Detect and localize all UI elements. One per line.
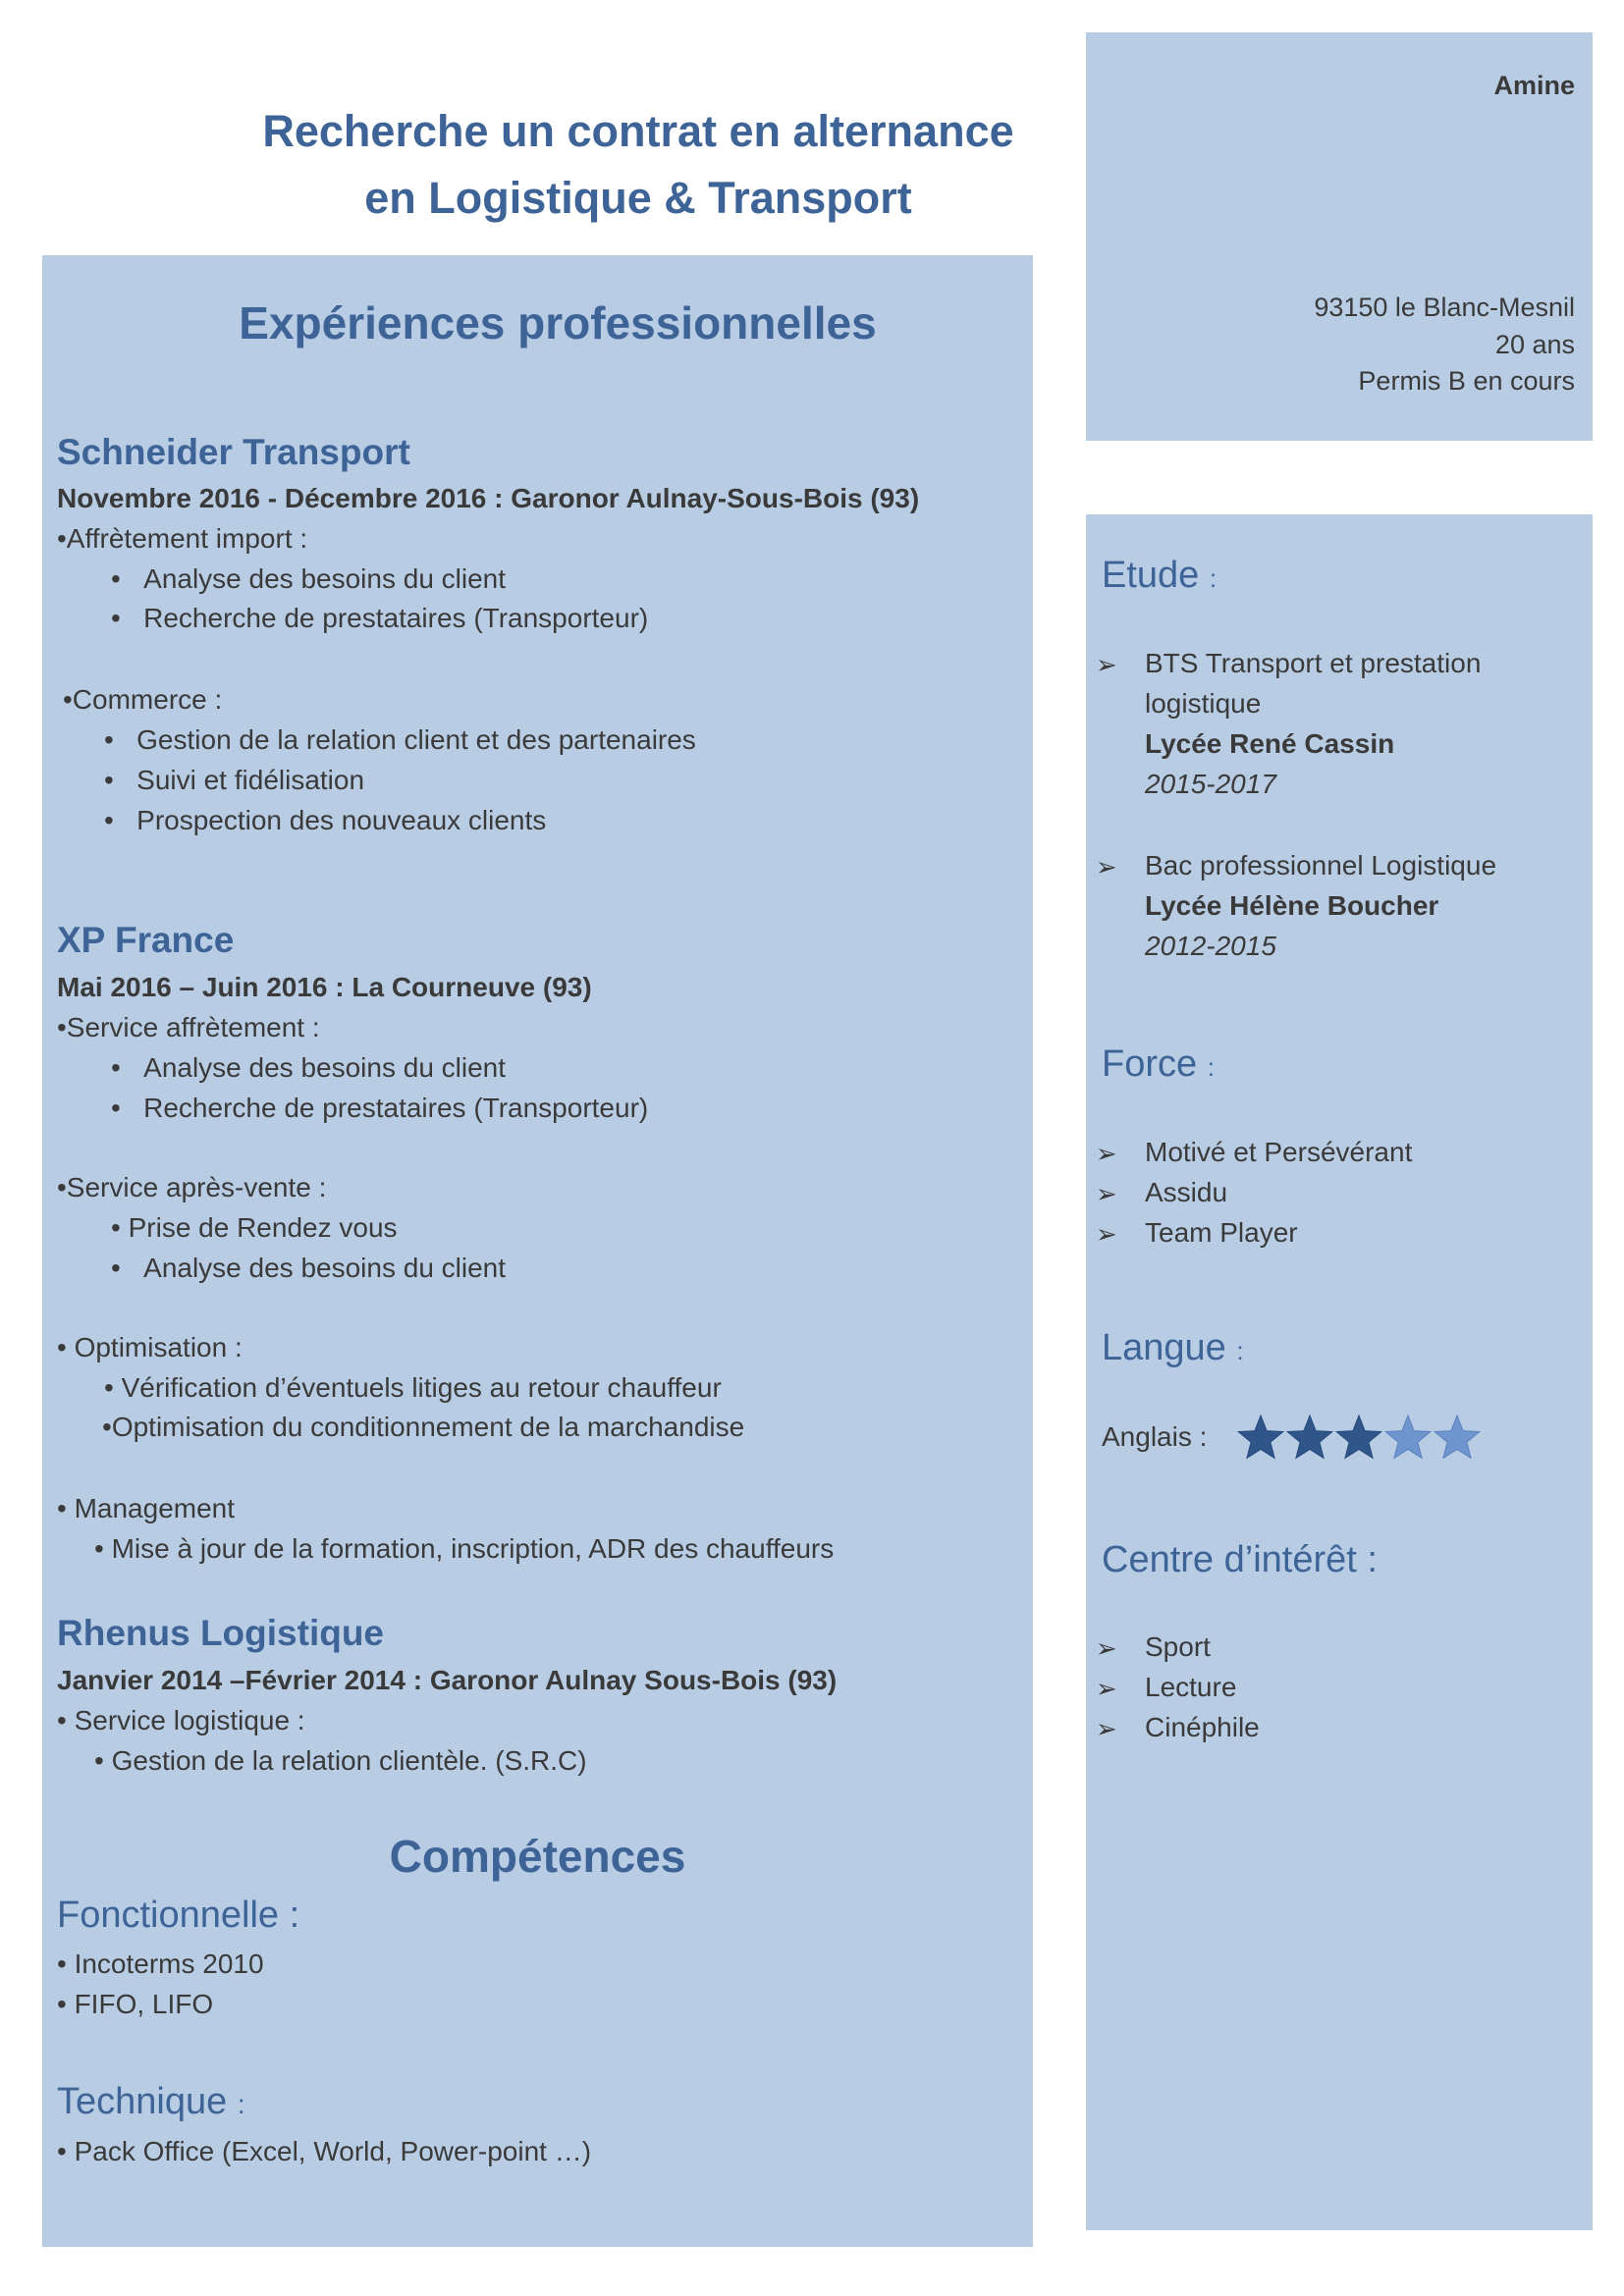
list-item: • Recherche de prestataires (Transporteur) bbox=[111, 1093, 649, 1123]
job-group-title: •Commerce : bbox=[63, 684, 223, 715]
job-group-title: •Service après-vente : bbox=[57, 1172, 327, 1202]
strengths-title-label: Force bbox=[1102, 1043, 1198, 1085]
arrow-bullet-icon: ➢ bbox=[1096, 1633, 1117, 1663]
star-icon-filled bbox=[1238, 1415, 1283, 1458]
education-school: Lycée René Cassin bbox=[1145, 728, 1395, 759]
star-icon-empty bbox=[1435, 1415, 1480, 1458]
job-group-title: •Affrètement import : bbox=[57, 523, 308, 554]
star-rating-graphic bbox=[1237, 1414, 1483, 1461]
list-item-text: Prospection des nouveaux clients bbox=[136, 805, 547, 835]
headline bbox=[147, 98, 1129, 232]
arrow-bullet-icon: ➢ bbox=[1096, 1219, 1117, 1249]
technical-skills-label: Technique bbox=[57, 2081, 228, 2122]
job-group-title: • Optimisation : bbox=[57, 1332, 243, 1362]
list-item: • Vérification d’éventuels litiges au retour chauffeur bbox=[104, 1372, 722, 1403]
star-icon-filled bbox=[1287, 1415, 1332, 1458]
skill-item: • Pack Office (Excel, World, Power-point …) bbox=[57, 2136, 592, 2166]
skill-item: • FIFO, LIFO bbox=[57, 1989, 214, 2019]
education-years: 2015-2017 bbox=[1145, 769, 1276, 799]
list-item: • Analyse des besoins du client bbox=[111, 1253, 507, 1283]
list-item: • Analyse des besoins du client bbox=[111, 563, 507, 594]
list-item-text: Mise à jour de la formation, inscription, ADR des chauffeurs bbox=[111, 1533, 835, 1564]
strength-item: Team Player bbox=[1145, 1217, 1298, 1248]
education-title-label: Etude bbox=[1102, 555, 1200, 596]
job-company: Rhenus Logistique bbox=[57, 1613, 384, 1653]
contact-age: 20 ans bbox=[1494, 330, 1575, 359]
list-item: •Optimisation du conditionnement de la marchandise bbox=[102, 1412, 745, 1442]
job-group-title: • Service logistique : bbox=[57, 1705, 305, 1735]
education-school: Lycée Hélène Boucher bbox=[1145, 890, 1439, 921]
list-item-text: Analyse des besoins du client bbox=[143, 1052, 507, 1083]
interests-title: Centre d’intérêt : bbox=[1102, 1539, 1378, 1580]
arrow-bullet-icon: ➢ bbox=[1096, 1179, 1117, 1208]
list-item: • Prise de Rendez vous bbox=[111, 1212, 398, 1243]
technical-skills-title bbox=[57, 2081, 245, 2123]
skills-title: Compétences bbox=[389, 1831, 686, 1882]
list-item-text: Recherche de prestataires (Transporteur) bbox=[143, 1093, 649, 1123]
job-period: Novembre 2016 - Décembre 2016 : Garonor Aulnay-Sous-Bois (93) bbox=[57, 483, 920, 513]
job-company: Schneider Transport bbox=[57, 432, 410, 472]
list-item: • Gestion de la relation clientèle. (S.R.C) bbox=[94, 1745, 587, 1776]
list-item-text: Gestion de la relation clientèle. (S.R.C) bbox=[111, 1745, 587, 1776]
languages-title-colon: : bbox=[1236, 1336, 1244, 1365]
job-group-title: • Management bbox=[57, 1493, 236, 1523]
interest-item: Sport bbox=[1145, 1631, 1211, 1662]
star-icon-empty bbox=[1385, 1415, 1431, 1458]
strengths-title bbox=[1102, 1043, 1215, 1086]
language-rating bbox=[1237, 1414, 1483, 1466]
job-company: XP France bbox=[57, 920, 235, 960]
education-degree-cont: logistique bbox=[1145, 688, 1262, 719]
job-period: Janvier 2014 –Février 2014 : Garonor Aulnay Sous-Bois (93) bbox=[57, 1665, 838, 1695]
languages-title bbox=[1102, 1327, 1244, 1369]
list-item: • Analyse des besoins du client bbox=[111, 1052, 507, 1083]
arrow-bullet-icon: ➢ bbox=[1096, 1139, 1117, 1168]
list-item: • Prospection des nouveaux clients bbox=[104, 805, 547, 835]
contact-license: Permis B en cours bbox=[1358, 366, 1575, 396]
interest-item: Lecture bbox=[1145, 1672, 1237, 1702]
list-item-text: Optimisation du conditionnement de la marchandise bbox=[111, 1412, 745, 1442]
education-degree: BTS Transport et prestation bbox=[1145, 648, 1482, 678]
contact-city: 93150 le Blanc-Mesnil bbox=[1314, 293, 1575, 322]
skill-item: • Incoterms 2010 bbox=[57, 1949, 264, 1979]
list-item-text: Gestion de la relation client et des partenaires bbox=[136, 724, 696, 755]
strengths-title-colon: : bbox=[1207, 1052, 1215, 1082]
list-item-text: Vérification d’éventuels litiges au retour chauffeur bbox=[121, 1372, 722, 1403]
list-item-text: Recherche de prestataires (Transporteur) bbox=[143, 603, 649, 633]
list-item: • Recherche de prestataires (Transporteur) bbox=[111, 603, 649, 633]
headline-line-2: en Logistique & Transport bbox=[364, 173, 912, 223]
strength-item: Assidu bbox=[1145, 1177, 1228, 1207]
list-item-text: Analyse des besoins du client bbox=[143, 563, 507, 594]
list-item: • Gestion de la relation client et des partenaires bbox=[104, 724, 696, 755]
language-name: Anglais : bbox=[1102, 1421, 1208, 1452]
headline-line-1: Recherche un contrat en alternance bbox=[262, 106, 1014, 156]
experience-title: Expériences professionnelles bbox=[239, 297, 877, 348]
education-degree: Bac professionnel Logistique bbox=[1145, 850, 1497, 881]
arrow-bullet-icon: ➢ bbox=[1096, 650, 1117, 679]
list-item-text: Suivi et fidélisation bbox=[136, 765, 365, 795]
technical-skills-colon: : bbox=[237, 2089, 245, 2119]
languages-title-label: Langue bbox=[1102, 1327, 1226, 1368]
arrow-bullet-icon: ➢ bbox=[1096, 852, 1117, 881]
list-item: • Mise à jour de la formation, inscription, ADR des chauffeurs bbox=[94, 1533, 835, 1564]
candidate-name: Amine bbox=[1493, 71, 1575, 100]
strength-item: Motivé et Persévérant bbox=[1145, 1137, 1413, 1167]
interest-item: Cinéphile bbox=[1145, 1712, 1260, 1742]
job-group-title: •Service affrètement : bbox=[57, 1012, 320, 1042]
education-years: 2012-2015 bbox=[1145, 931, 1276, 961]
list-item: • Suivi et fidélisation bbox=[104, 765, 365, 795]
education-title bbox=[1102, 555, 1217, 597]
arrow-bullet-icon: ➢ bbox=[1096, 1674, 1117, 1703]
list-item-text: Analyse des besoins du client bbox=[143, 1253, 507, 1283]
job-period: Mai 2016 – Juin 2016 : La Courneuve (93) bbox=[57, 972, 592, 1002]
education-title-colon: : bbox=[1209, 563, 1218, 593]
list-item-text: Prise de Rendez vous bbox=[128, 1212, 398, 1243]
functional-skills-title: Fonctionnelle : bbox=[57, 1895, 300, 1936]
arrow-bullet-icon: ➢ bbox=[1096, 1714, 1117, 1743]
star-icon-filled bbox=[1336, 1415, 1381, 1458]
